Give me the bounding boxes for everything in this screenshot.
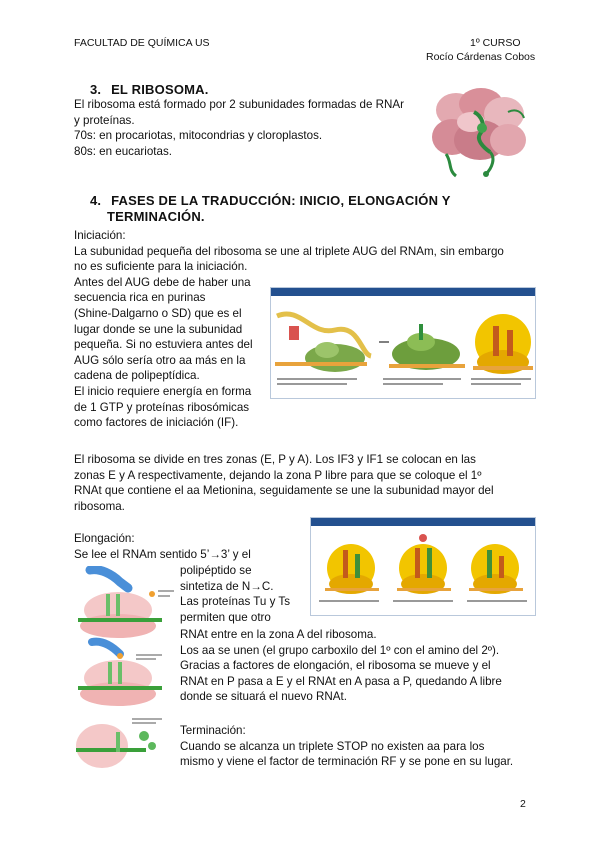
section-4-heading <box>90 193 451 208</box>
iniciacion-side-line: Antes del AUG debe de haber una <box>74 275 251 289</box>
section-3-line: 80s: en eucariotas. <box>74 144 172 158</box>
section-4-title-line1: FASES DE LA TRADUCCIÓN: INICIO, ELONGACIÓN Y <box>111 193 451 208</box>
section-4-title-line2: TERMINACIÓN. <box>107 209 205 224</box>
zones-line: zonas E y A respectivamente, dejando la zona P libre para que se coloque el 1º <box>74 468 482 482</box>
elongation-figure <box>310 517 536 616</box>
elongacion-wide-line: Los aa se unen (el grupo carboxilo del 1º con el amino del 2º). <box>180 643 500 657</box>
elongacion-wide-line: Gracias a factores de elongación, el ribosoma se mueve y el <box>180 659 491 673</box>
elongacion-wide-line: RNAt entre en la zona A del ribosoma. <box>180 628 377 641</box>
iniciacion-intro-line: La subunidad pequeña del ribosoma se une al triplete AUG del RNAm, sin embargo <box>74 244 504 258</box>
terminacion-heading: Terminación: <box>180 724 246 737</box>
header-faculty: FACULTAD DE QUÍMICA US <box>74 37 210 49</box>
elongacion-line1: Se lee el RNAm sentido 5’→3’ y el <box>74 548 251 561</box>
terminacion-line: mismo y viene el factor de terminación RF y se pone en su lugar. <box>180 755 514 769</box>
section-3-line: y proteínas. <box>74 113 135 127</box>
zones-line: El ribosoma se divide en tres zonas (E, P y A). Los IF3 y IF1 se colocan en las <box>74 453 476 466</box>
iniciacion-side-line: pequeña. Si no estuviera antes del <box>74 338 253 352</box>
terminacion-text <box>180 723 513 770</box>
elongacion-wide-line: donde se situará el nuevo RNAt. <box>180 690 347 704</box>
elongacion-narrow-line: Las proteínas Tu y Ts <box>180 595 290 609</box>
zones-paragraph <box>74 452 494 514</box>
section-3-body <box>74 97 404 159</box>
page-number: 2 <box>520 798 526 810</box>
elongation-steps-illustration <box>72 566 177 772</box>
iniciacion-side-line: lugar donde se une la subunidad <box>74 322 243 336</box>
section-3-number: 3. <box>90 82 102 97</box>
section-3-title: EL RIBOSOMA. <box>111 82 209 97</box>
elongacion-narrow-line: sintetiza de N→C. <box>180 579 274 593</box>
iniciacion-side-line: cadena de polipeptídica. <box>74 369 200 383</box>
ribosome-3d-image <box>426 82 531 184</box>
section-3-line: 70s: en procariotas, mitocondrias y cloroplastos. <box>74 129 323 143</box>
figure-title-bar <box>271 288 535 296</box>
elongacion-wide <box>180 627 502 705</box>
iniciacion-side-line: de 1 GTP y proteínas ribosómicas <box>74 400 250 414</box>
header-author: Rocío Cárdenas Cobos <box>426 51 536 63</box>
elongacion-heading: Elongación: <box>74 532 135 545</box>
initiation-diagram <box>271 296 535 398</box>
header-course: 1º CURSO <box>470 37 521 49</box>
section-4-number: 4. <box>90 193 102 208</box>
iniciacion-side-line: secuencia rica en purinas <box>74 291 206 305</box>
iniciacion-heading: Iniciación: <box>74 229 126 242</box>
section-3-line: El ribosoma está formado por 2 subunidades formadas de RNAr <box>74 98 404 111</box>
zones-line: ribosoma. <box>74 499 125 513</box>
elongacion-narrow-line: permiten que otro <box>180 610 271 624</box>
iniciacion-side-line: AUG sólo sería otro aa más en la <box>74 353 246 367</box>
terminacion-line: Cuando se alcanza un triplete STOP no existen aa para los <box>180 739 485 753</box>
elongacion-narrow-line: polipéptido se <box>180 564 252 577</box>
iniciacion-side-line: (Shine-Dalgarno o SD) que es el <box>74 306 242 320</box>
zones-line: RNAt que contiene el aa Metionina, seguidamente se une la subunidad mayor del <box>74 484 494 498</box>
section-3-heading <box>90 82 209 97</box>
iniciacion-side-line: como factores de iniciación (IF). <box>74 416 239 430</box>
iniciacion-intro-line: no es suficiente para la iniciación. <box>74 260 248 274</box>
elongation-diagram <box>311 526 535 615</box>
elongacion-wide-line: RNAt en P pasa a E y el RNAt en A pasa a P, quedando A libre <box>180 674 502 688</box>
iniciacion-side-line: El inicio requiere energía en forma <box>74 384 252 398</box>
elongacion-narrow <box>180 563 290 625</box>
figure-title-bar <box>311 518 535 526</box>
initiation-figure <box>270 287 536 399</box>
